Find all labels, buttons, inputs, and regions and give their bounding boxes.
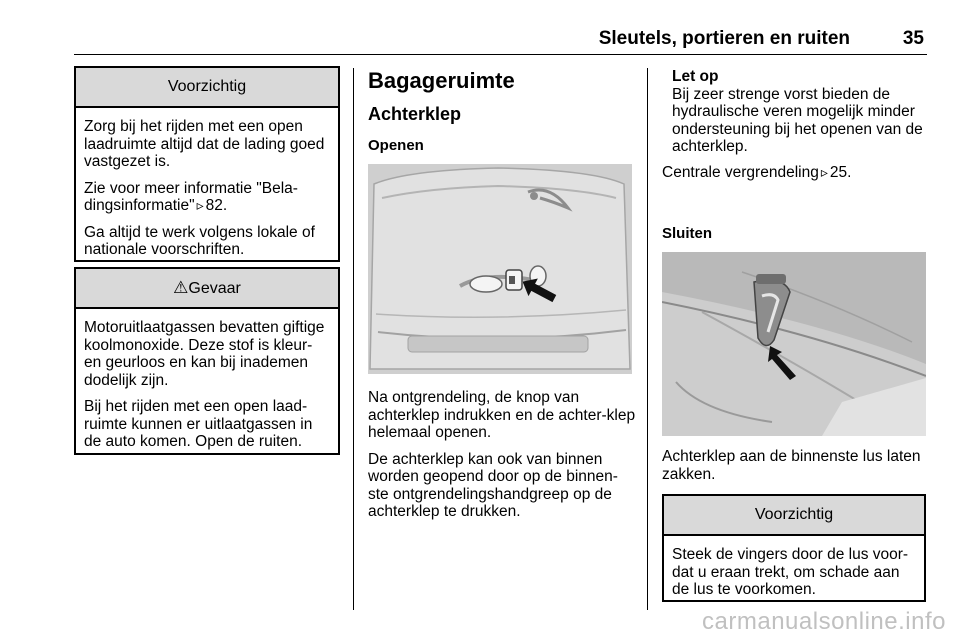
sub-title: Achterklep xyxy=(368,104,462,124)
danger-box-heading xyxy=(76,269,338,309)
header-rule xyxy=(74,54,927,55)
arrow-pointer-icon xyxy=(518,276,558,306)
caution-box-body xyxy=(76,108,338,259)
watermark: carmanualsonline.info xyxy=(702,608,946,635)
column-divider-right xyxy=(647,68,648,610)
closing-text: Achterklep aan de binnenste lus laten zakken. xyxy=(662,448,921,483)
column-divider-left xyxy=(353,68,354,610)
page-number: 35 xyxy=(902,28,924,49)
tailgate-loop-illustration xyxy=(662,252,926,436)
caution-paragraph: Zorg bij het rijden met een open laadruimte altijd dat de lading goed vastgezet is. xyxy=(84,118,325,170)
caution-box-heading: Voorzichtig xyxy=(76,68,338,108)
minor-title-closing: Sluiten xyxy=(662,225,713,242)
opening-paragraph: Na ontgrendeling, de knop van achterklep indrukken en de achter-klep helemaal openen. xyxy=(368,389,636,441)
central-lock-text: Centrale vergrendeling xyxy=(662,164,819,181)
warning-triangle-icon: ⚠ xyxy=(173,278,189,297)
danger-box-body xyxy=(76,309,338,451)
danger-paragraph: Bij het rijden met een open laad-ruimte kunnen er uitlaatgassen in de auto komen. Open de ruiten. xyxy=(84,398,313,450)
caution-closing-text: Steek de vingers door de lus voor-dat u eraan trekt, om schade aan de lus te voorkomen. xyxy=(672,546,909,598)
danger-box-title: Gevaar xyxy=(188,280,241,297)
caution-box xyxy=(74,66,340,262)
minor-title-opening: Openen xyxy=(368,137,424,154)
page-header-title: Sleutels, portieren en ruiten xyxy=(598,28,850,49)
caution-box-closing xyxy=(662,494,926,602)
caution-reference-page[interactable]: 82. xyxy=(205,197,228,214)
danger-box xyxy=(74,267,340,455)
section-title: Bagageruimte xyxy=(368,68,515,93)
opening-text xyxy=(368,389,638,530)
page-reference-icon: ▹ xyxy=(820,164,828,180)
note-block xyxy=(662,68,942,156)
caution-box-closing-body xyxy=(664,536,924,599)
central-lock-reference xyxy=(662,164,942,182)
caution-reference-text: Zie voor meer informatie "Bela-dingsinformatie" xyxy=(84,179,298,214)
opening-paragraph: De achterklep kan ook van binnen worden geopend door op de binnen-ste ontgrendelingshandgreep op de achterklep te drukken. xyxy=(368,450,618,520)
central-lock-page[interactable]: 25. xyxy=(829,164,852,181)
arrow-pointer-icon xyxy=(766,342,800,382)
note-text: Bij zeer strenge vorst bieden de hydraulische veren mogelijk minder ondersteuning bij het openen van de achterklep. xyxy=(672,85,923,155)
caution-box-closing-heading: Voorzichtig xyxy=(664,496,924,536)
page-reference-icon: ▹ xyxy=(196,197,204,213)
danger-paragraph: Motoruitlaatgassen bevatten giftige koolmonoxide. Deze stof is kleur- en geurloos en kan bij inademen dodelijk zijn. xyxy=(84,319,325,389)
tailgate-handle-illustration xyxy=(368,164,632,374)
caution-reference xyxy=(84,180,330,215)
caution-paragraph: Ga altijd te werk volgens lokale of nationale voorschriften. xyxy=(84,223,315,258)
note-label: Let op xyxy=(672,68,719,85)
tailgate-handle-drawing xyxy=(368,164,632,374)
